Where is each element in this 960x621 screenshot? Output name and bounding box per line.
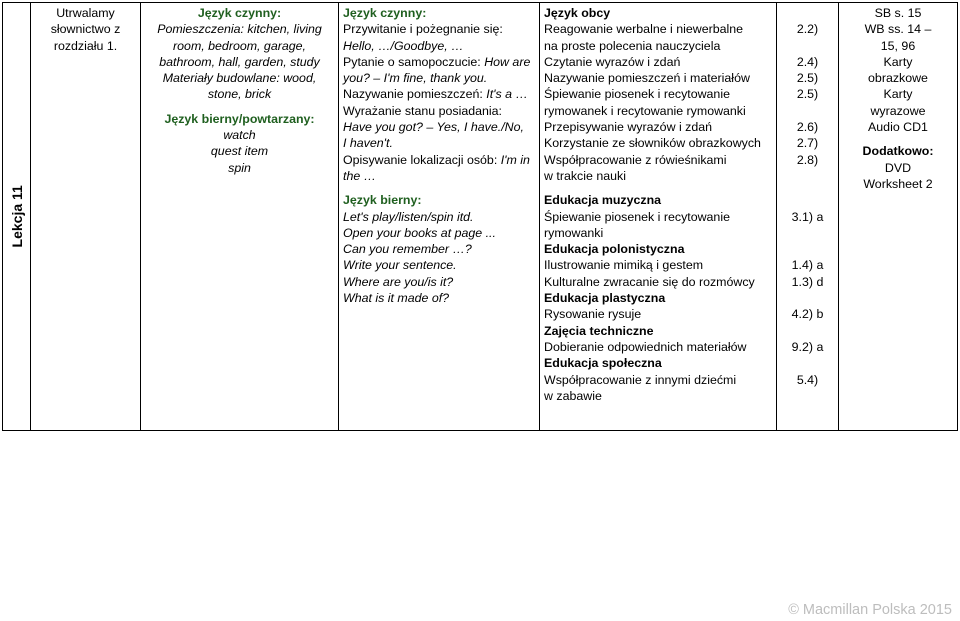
functions-passive-line: Where are you/is it? <box>343 274 454 289</box>
art-heading: Edukacja plastyczna <box>544 291 666 306</box>
materials-line: SB s. 15 <box>874 6 922 20</box>
code-line: 2.8) <box>796 152 819 167</box>
materials-line: Karty <box>883 87 913 102</box>
lesson-label: Lekcja 11 <box>8 185 25 248</box>
functions-line <box>343 86 535 102</box>
skills-line: na proste polecenia nauczyciela <box>544 38 721 53</box>
functions-line: you? – I'm fine, thank you. <box>343 71 488 86</box>
social-line: w zabawie <box>544 388 602 403</box>
tech-heading: Zajęcia techniczne <box>544 323 654 338</box>
functions-example: I'm in <box>500 152 530 167</box>
vocab-passive-line: spin <box>228 160 251 175</box>
code-line: 2.5) <box>796 71 819 86</box>
codes-cell <box>777 3 839 431</box>
social-line: Współpracowanie z innymi dziećmi <box>544 372 737 387</box>
functions-line: the … <box>343 168 377 183</box>
functions-passive-line: Can you remember …? <box>343 242 472 257</box>
functions-line: Have you got? – Yes, I have./No, <box>343 120 524 135</box>
vocabulary-cell <box>141 3 339 431</box>
vocab-line: room, bedroom, garage, <box>173 38 306 53</box>
topic-line: rozdziału 1. <box>53 38 118 53</box>
functions-passive-line: Open your books at page ... <box>343 225 496 240</box>
materials-extra-heading: Dodatkowo: <box>862 144 934 159</box>
code-line: 2.5) <box>796 87 819 102</box>
code-line: 2.2) <box>796 22 819 37</box>
lesson-plan-table <box>2 2 958 431</box>
code-line: 3.1) a <box>791 209 824 224</box>
code-line: 5.4) <box>796 372 819 387</box>
materials-line: wyrazowe <box>870 103 926 118</box>
skills-line: Korzystanie ze słowników obrazkowych <box>544 136 761 151</box>
vocab-line: bathroom, hall, garden, study <box>159 54 320 69</box>
vocab-line: Materiały budowlane: wood, <box>162 71 317 86</box>
functions-line <box>343 152 535 168</box>
topic-line: Utrwalamy <box>56 6 115 20</box>
functions-text: Nazywanie pomieszczeń: <box>343 87 487 102</box>
functions-text: Opisywanie lokalizacji osób: <box>343 152 501 167</box>
skills-cell <box>540 3 777 431</box>
materials-line: WB ss. 14 – <box>864 22 932 37</box>
skills-line: Współpracowanie z rówieśnikami <box>544 152 727 167</box>
tech-line: Dobieranie odpowiednich materiałów <box>544 339 747 354</box>
materials-extra-line: Worksheet 2 <box>863 176 933 191</box>
materials-line: Karty <box>883 54 913 69</box>
materials-line: 15, 96 <box>880 38 916 53</box>
functions-line: Hello, …/Goodbye, … <box>343 38 464 53</box>
functions-example: It's a … <box>486 87 528 102</box>
vocab-line: Pomieszczenia: kitchen, living <box>157 22 322 37</box>
functions-cell <box>339 3 540 431</box>
materials-extra-line: DVD <box>884 160 912 175</box>
polish-heading: Edukacja polonistyczna <box>544 242 685 257</box>
materials-line: obrazkowe <box>868 71 928 86</box>
copyright-notice: © Macmillan Polska 2015 <box>788 602 952 618</box>
code-line: 1.3) d <box>791 274 824 289</box>
lesson-row <box>3 3 958 431</box>
music-line: Śpiewanie piosenek i recytowanie <box>544 209 730 224</box>
music-line: rymowanki <box>544 225 604 240</box>
social-heading: Edukacja społeczna <box>544 356 662 371</box>
functions-passive-heading: Język bierny: <box>343 193 422 208</box>
skills-line: Śpiewanie piosenek i recytowanie <box>544 87 730 102</box>
polish-line: Kulturalne zwracanie się do rozmówcy <box>544 274 755 289</box>
music-heading: Edukacja muzyczna <box>544 193 662 208</box>
skills-line: Nazywanie pomieszczeń i materiałów <box>544 71 750 86</box>
materials-line: Audio CD1 <box>868 120 928 135</box>
vocab-passive-line: watch <box>223 128 256 143</box>
polish-line: Ilustrowanie mimiką i gestem <box>544 258 704 273</box>
topic-cell <box>31 3 141 431</box>
vocab-passive-line: quest item <box>210 144 269 159</box>
code-line: 2.7) <box>796 136 819 151</box>
art-line: Rysowanie rysuje <box>544 307 642 322</box>
code-line: 9.2) a <box>791 339 824 354</box>
skills-line: Czytanie wyrazów i zdań <box>544 54 681 69</box>
skills-heading: Język obcy <box>544 6 611 20</box>
skills-line: Przepisywanie wyrazów i zdań <box>544 120 713 135</box>
materials-cell <box>839 3 958 431</box>
functions-passive-line: Let's play/listen/spin itd. <box>343 209 474 224</box>
code-line: 1.4) a <box>791 258 824 273</box>
code-line: 2.6) <box>796 120 819 135</box>
functions-line: Wyrażanie stanu posiadania: <box>343 103 502 118</box>
functions-passive-line: Write your sentence. <box>343 258 457 273</box>
vocab-passive-heading: Język bierny/powtarzany: <box>164 111 315 126</box>
vocab-line: stone, brick <box>207 87 272 102</box>
functions-passive-line: What is it made of? <box>343 291 450 306</box>
skills-line: Reagowanie werbalne i niewerbalne <box>544 22 744 37</box>
vocab-active-heading: Język czynny: <box>197 6 282 20</box>
functions-example: How are <box>484 54 531 69</box>
skills-line: w trakcie nauki <box>544 168 626 183</box>
functions-line: Przywitanie i pożegnanie się: <box>343 22 503 37</box>
lesson-cell <box>3 3 31 431</box>
functions-line <box>343 54 535 70</box>
topic-line: słownictwo z <box>50 22 121 37</box>
code-line: 4.2) b <box>791 307 824 322</box>
functions-text: Pytanie o samopoczucie: <box>343 54 485 69</box>
functions-line: I haven't. <box>343 136 393 151</box>
functions-active-heading: Język czynny: <box>343 6 427 20</box>
skills-line: rymowanek i recytowanie rymowanki <box>544 103 746 118</box>
code-line: 2.4) <box>796 54 819 69</box>
